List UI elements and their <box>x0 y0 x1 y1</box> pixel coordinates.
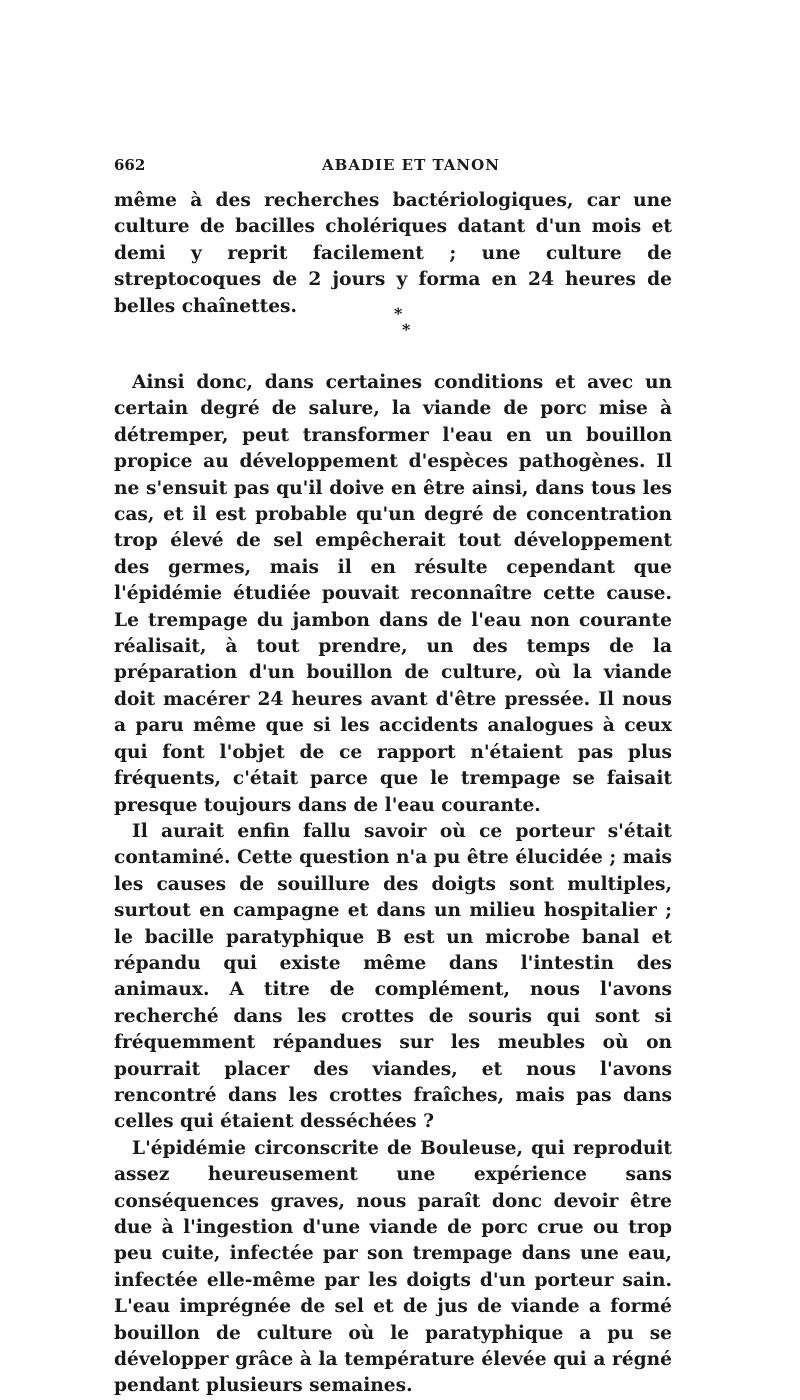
paragraph: L'épidémie circonscrite de Bouleuse, qui reproduit assez heureusement une expérience sans conséquences graves, nous paraît donc devoir être due à l'ingestion d'une viande de porc crue ou trop peu cuite, infectée par son trempage dans une eau, infectée elle-même par les doigts d'un porteur sain. L'eau imprégnée de sel et de jus de viande a formé bouillon de culture où le paratyphique a pu se développer grâce à la température élevée qui a régné pendant plusieurs semaines. <box>114 1137 672 1397</box>
running-head: ABADIE ET TANON <box>322 156 500 174</box>
main-text-block <box>114 370 672 1400</box>
page-number: 662 <box>114 156 146 174</box>
asterism-star: * <box>394 304 403 323</box>
page-header <box>114 156 670 180</box>
paragraph: Il aurait enfin fallu savoir où ce porteur s'était contaminé. Cette question n'a pu être élucidée ; mais les causes de souillure des doigts sont multiples, surtout en campagne et dans un milieu hospitalier ; le bacille paratyphique B est un microbe banal et répandu qui existe même dans l'intestin des animaux. A titre de complément, nous l'avons recherché dans les crottes de souris qui sont si fréquemment répandues sur les meubles où on pourrait placer des viandes, et nous l'avons rencontré dans les crottes fraîches, mais pas dans celles qui étaient desséchées ? <box>114 820 672 1133</box>
continued-paragraph: même à des recherches bactériologiques, car une culture de bacilles cholériques datant d'un mois et demi y reprit facilement ; une culture de streptocoques de 2 jours y forma en 24 heures de belles chaînettes. <box>114 190 672 317</box>
paragraph: Ainsi donc, dans certaines conditions et avec un certain degré de salure, la viande de porc mise à détremper, peut transformer l'eau en un bouillon propice au développement d'espèces pathogènes. Il ne s'ensuit pas qu'il doive en être ainsi, dans tous les cas, et il est probable qu'un degré de concentration trop élevé de sel empêcherait tout développement des germes, mais il en résulte cependant que l'épidémie étudiée pouvait reconnaître cette cause. Le trempage du jambon dans de l'eau non courante réalisait, à tout prendre, un des temps de la préparation d'un bouillon de culture, où la viande doit macérer 24 heures avant d'être pressée. Il nous a paru même que si les accidents analogues à ceux qui font l'objet de ce rapport n'étaient pas plus fréquents, c'était parce que le trempage se faisait presque toujours dans de l'eau courante. <box>114 372 672 816</box>
continued-paragraph-block <box>114 188 672 320</box>
asterism-star: * <box>402 320 411 339</box>
section-asterism <box>380 304 420 344</box>
